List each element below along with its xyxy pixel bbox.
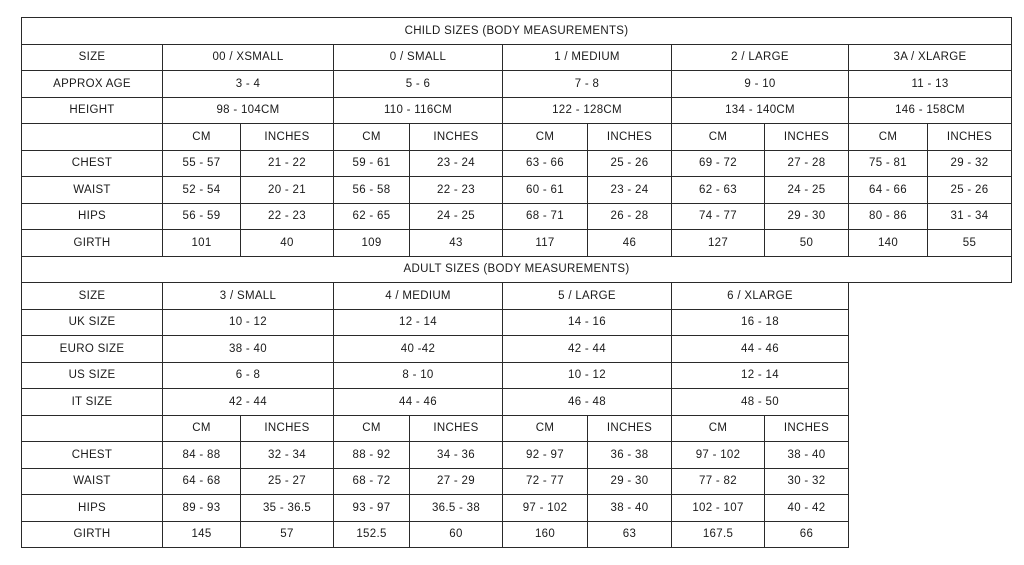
unit-cm-header: CM xyxy=(503,124,588,151)
measure-cell: 93 - 97 xyxy=(334,495,410,522)
measure-cell: 89 - 93 xyxy=(163,495,241,522)
adult-title-row xyxy=(22,256,1012,283)
blank-area xyxy=(849,521,1012,548)
age-cell: 7 - 8 xyxy=(503,71,672,98)
adult-measure-row xyxy=(22,468,1012,495)
measure-cell: 52 - 54 xyxy=(163,177,241,204)
measure-cell: 62 - 63 xyxy=(672,177,765,204)
measure-cell: 23 - 24 xyxy=(588,177,672,204)
measure-cell: 57 xyxy=(241,521,334,548)
blank-area xyxy=(849,362,1012,389)
adult-unit-row xyxy=(22,415,1012,442)
unit-inches-header: INCHES xyxy=(588,124,672,151)
measure-cell: 35 - 36.5 xyxy=(241,495,334,522)
measure-cell: 167.5 xyxy=(672,521,765,548)
measure-cell: 50 xyxy=(765,230,849,257)
size-header: 6 / XLARGE xyxy=(672,283,849,310)
measure-cell: 29 - 30 xyxy=(588,468,672,495)
measure-cell: 109 xyxy=(334,230,410,257)
measure-cell: 68 - 72 xyxy=(334,468,410,495)
unit-cm-header: CM xyxy=(672,124,765,151)
age-cell: 9 - 10 xyxy=(672,71,849,98)
child-measure-row xyxy=(22,230,1012,257)
measure-cell: 38 - 40 xyxy=(588,495,672,522)
row-label: GIRTH xyxy=(22,521,163,548)
age-cell: 5 - 6 xyxy=(334,71,503,98)
row-label: CHEST xyxy=(22,442,163,469)
conversion-cell: 10 - 12 xyxy=(163,309,334,336)
measure-cell: 64 - 66 xyxy=(849,177,928,204)
size-header: 3A / XLARGE xyxy=(849,44,1012,71)
measure-cell: 72 - 77 xyxy=(503,468,588,495)
measure-cell: 77 - 82 xyxy=(672,468,765,495)
measure-cell: 24 - 25 xyxy=(410,203,503,230)
height-cell: 146 - 158CM xyxy=(849,97,1012,124)
measure-cell: 59 - 61 xyxy=(334,150,410,177)
row-label: UK SIZE xyxy=(22,309,163,336)
measure-cell: 40 - 42 xyxy=(765,495,849,522)
size-header: 3 / SMALL xyxy=(163,283,334,310)
measure-cell: 56 - 59 xyxy=(163,203,241,230)
empty-cell xyxy=(22,124,163,151)
conversion-cell: 16 - 18 xyxy=(672,309,849,336)
height-cell: 110 - 116CM xyxy=(334,97,503,124)
row-label: HIPS xyxy=(22,495,163,522)
adult-conversion-row xyxy=(22,389,1012,416)
row-label: SIZE xyxy=(22,44,163,71)
measure-cell: 101 xyxy=(163,230,241,257)
unit-inches-header: INCHES xyxy=(241,415,334,442)
child-title-row xyxy=(22,18,1012,45)
adult-conversion-row xyxy=(22,362,1012,389)
child-measure-row xyxy=(22,203,1012,230)
row-label: APPROX AGE xyxy=(22,71,163,98)
measure-cell: 60 - 61 xyxy=(503,177,588,204)
measure-cell: 63 xyxy=(588,521,672,548)
adult-measure-row xyxy=(22,495,1012,522)
adult-measure-row xyxy=(22,521,1012,548)
size-header: 4 / MEDIUM xyxy=(334,283,503,310)
blank-area xyxy=(849,336,1012,363)
conversion-cell: 12 - 14 xyxy=(672,362,849,389)
measure-cell: 36 - 38 xyxy=(588,442,672,469)
measure-cell: 22 - 23 xyxy=(410,177,503,204)
row-label: HIPS xyxy=(22,203,163,230)
size-header: 5 / LARGE xyxy=(503,283,672,310)
size-chart xyxy=(21,17,1012,548)
conversion-cell: 42 - 44 xyxy=(503,336,672,363)
measure-cell: 34 - 36 xyxy=(410,442,503,469)
measure-cell: 30 - 32 xyxy=(765,468,849,495)
measure-cell: 21 - 22 xyxy=(241,150,334,177)
measure-cell: 88 - 92 xyxy=(334,442,410,469)
measure-cell: 26 - 28 xyxy=(588,203,672,230)
measure-cell: 31 - 34 xyxy=(928,203,1012,230)
adult-conversion-row xyxy=(22,309,1012,336)
measure-cell: 74 - 77 xyxy=(672,203,765,230)
measure-cell: 23 - 24 xyxy=(410,150,503,177)
adult-section-title: ADULT SIZES (BODY MEASUREMENTS) xyxy=(22,256,1012,283)
child-section-title: CHILD SIZES (BODY MEASUREMENTS) xyxy=(22,18,1012,45)
unit-inches-header: INCHES xyxy=(410,124,503,151)
measure-cell: 160 xyxy=(503,521,588,548)
conversion-cell: 10 - 12 xyxy=(503,362,672,389)
child-size-row xyxy=(22,44,1012,71)
measure-cell: 29 - 32 xyxy=(928,150,1012,177)
measure-cell: 97 - 102 xyxy=(503,495,588,522)
adult-measure-row xyxy=(22,442,1012,469)
measure-cell: 20 - 21 xyxy=(241,177,334,204)
conversion-cell: 48 - 50 xyxy=(672,389,849,416)
measure-cell: 25 - 26 xyxy=(928,177,1012,204)
blank-area xyxy=(849,309,1012,336)
measure-cell: 152.5 xyxy=(334,521,410,548)
measure-cell: 63 - 66 xyxy=(503,150,588,177)
unit-inches-header: INCHES xyxy=(765,124,849,151)
measure-cell: 66 xyxy=(765,521,849,548)
measure-cell: 127 xyxy=(672,230,765,257)
measure-cell: 27 - 28 xyxy=(765,150,849,177)
blank-area xyxy=(849,495,1012,522)
measure-cell: 36.5 - 38 xyxy=(410,495,503,522)
row-label: WAIST xyxy=(22,468,163,495)
conversion-cell: 42 - 44 xyxy=(163,389,334,416)
empty-cell xyxy=(22,415,163,442)
height-cell: 134 - 140CM xyxy=(672,97,849,124)
measure-cell: 24 - 25 xyxy=(765,177,849,204)
unit-inches-header: INCHES xyxy=(588,415,672,442)
measure-cell: 55 xyxy=(928,230,1012,257)
size-header: 1 / MEDIUM xyxy=(503,44,672,71)
size-chart-table xyxy=(21,17,1012,548)
unit-inches-header: INCHES xyxy=(928,124,1012,151)
blank-area xyxy=(849,415,1012,442)
row-label: CHEST xyxy=(22,150,163,177)
measure-cell: 40 xyxy=(241,230,334,257)
unit-cm-header: CM xyxy=(163,415,241,442)
row-label: WAIST xyxy=(22,177,163,204)
unit-cm-header: CM xyxy=(163,124,241,151)
child-measure-row xyxy=(22,177,1012,204)
unit-inches-header: INCHES xyxy=(765,415,849,442)
measure-cell: 97 - 102 xyxy=(672,442,765,469)
conversion-cell: 44 - 46 xyxy=(672,336,849,363)
measure-cell: 38 - 40 xyxy=(765,442,849,469)
measure-cell: 117 xyxy=(503,230,588,257)
measure-cell: 92 - 97 xyxy=(503,442,588,469)
row-label: US SIZE xyxy=(22,362,163,389)
measure-cell: 25 - 26 xyxy=(588,150,672,177)
age-cell: 3 - 4 xyxy=(163,71,334,98)
unit-cm-header: CM xyxy=(503,415,588,442)
row-label: SIZE xyxy=(22,283,163,310)
adult-conversion-row xyxy=(22,336,1012,363)
blank-area xyxy=(849,468,1012,495)
blank-area xyxy=(849,283,1012,310)
measure-cell: 32 - 34 xyxy=(241,442,334,469)
measure-cell: 69 - 72 xyxy=(672,150,765,177)
row-label: HEIGHT xyxy=(22,97,163,124)
conversion-cell: 14 - 16 xyxy=(503,309,672,336)
height-cell: 98 - 104CM xyxy=(163,97,334,124)
measure-cell: 29 - 30 xyxy=(765,203,849,230)
measure-cell: 60 xyxy=(410,521,503,548)
child-height-row xyxy=(22,97,1012,124)
conversion-cell: 6 - 8 xyxy=(163,362,334,389)
measure-cell: 27 - 29 xyxy=(410,468,503,495)
row-label: GIRTH xyxy=(22,230,163,257)
child-age-row xyxy=(22,71,1012,98)
measure-cell: 62 - 65 xyxy=(334,203,410,230)
measure-cell: 46 xyxy=(588,230,672,257)
unit-inches-header: INCHES xyxy=(241,124,334,151)
size-header: 00 / XSMALL xyxy=(163,44,334,71)
child-unit-row xyxy=(22,124,1012,151)
unit-cm-header: CM xyxy=(672,415,765,442)
conversion-cell: 12 - 14 xyxy=(334,309,503,336)
measure-cell: 102 - 107 xyxy=(672,495,765,522)
blank-area xyxy=(849,389,1012,416)
measure-cell: 25 - 27 xyxy=(241,468,334,495)
conversion-cell: 44 - 46 xyxy=(334,389,503,416)
unit-cm-header: CM xyxy=(334,124,410,151)
measure-cell: 56 - 58 xyxy=(334,177,410,204)
measure-cell: 68 - 71 xyxy=(503,203,588,230)
measure-cell: 55 - 57 xyxy=(163,150,241,177)
unit-inches-header: INCHES xyxy=(410,415,503,442)
measure-cell: 43 xyxy=(410,230,503,257)
unit-cm-header: CM xyxy=(849,124,928,151)
conversion-cell: 38 - 40 xyxy=(163,336,334,363)
measure-cell: 64 - 68 xyxy=(163,468,241,495)
measure-cell: 75 - 81 xyxy=(849,150,928,177)
size-header: 0 / SMALL xyxy=(334,44,503,71)
measure-cell: 22 - 23 xyxy=(241,203,334,230)
measure-cell: 140 xyxy=(849,230,928,257)
conversion-cell: 46 - 48 xyxy=(503,389,672,416)
adult-size-row xyxy=(22,283,1012,310)
height-cell: 122 - 128CM xyxy=(503,97,672,124)
age-cell: 11 - 13 xyxy=(849,71,1012,98)
blank-area xyxy=(849,442,1012,469)
conversion-cell: 40 -42 xyxy=(334,336,503,363)
row-label: EURO SIZE xyxy=(22,336,163,363)
size-header: 2 / LARGE xyxy=(672,44,849,71)
row-label: IT SIZE xyxy=(22,389,163,416)
conversion-cell: 8 - 10 xyxy=(334,362,503,389)
unit-cm-header: CM xyxy=(334,415,410,442)
measure-cell: 80 - 86 xyxy=(849,203,928,230)
measure-cell: 84 - 88 xyxy=(163,442,241,469)
measure-cell: 145 xyxy=(163,521,241,548)
child-measure-row xyxy=(22,150,1012,177)
